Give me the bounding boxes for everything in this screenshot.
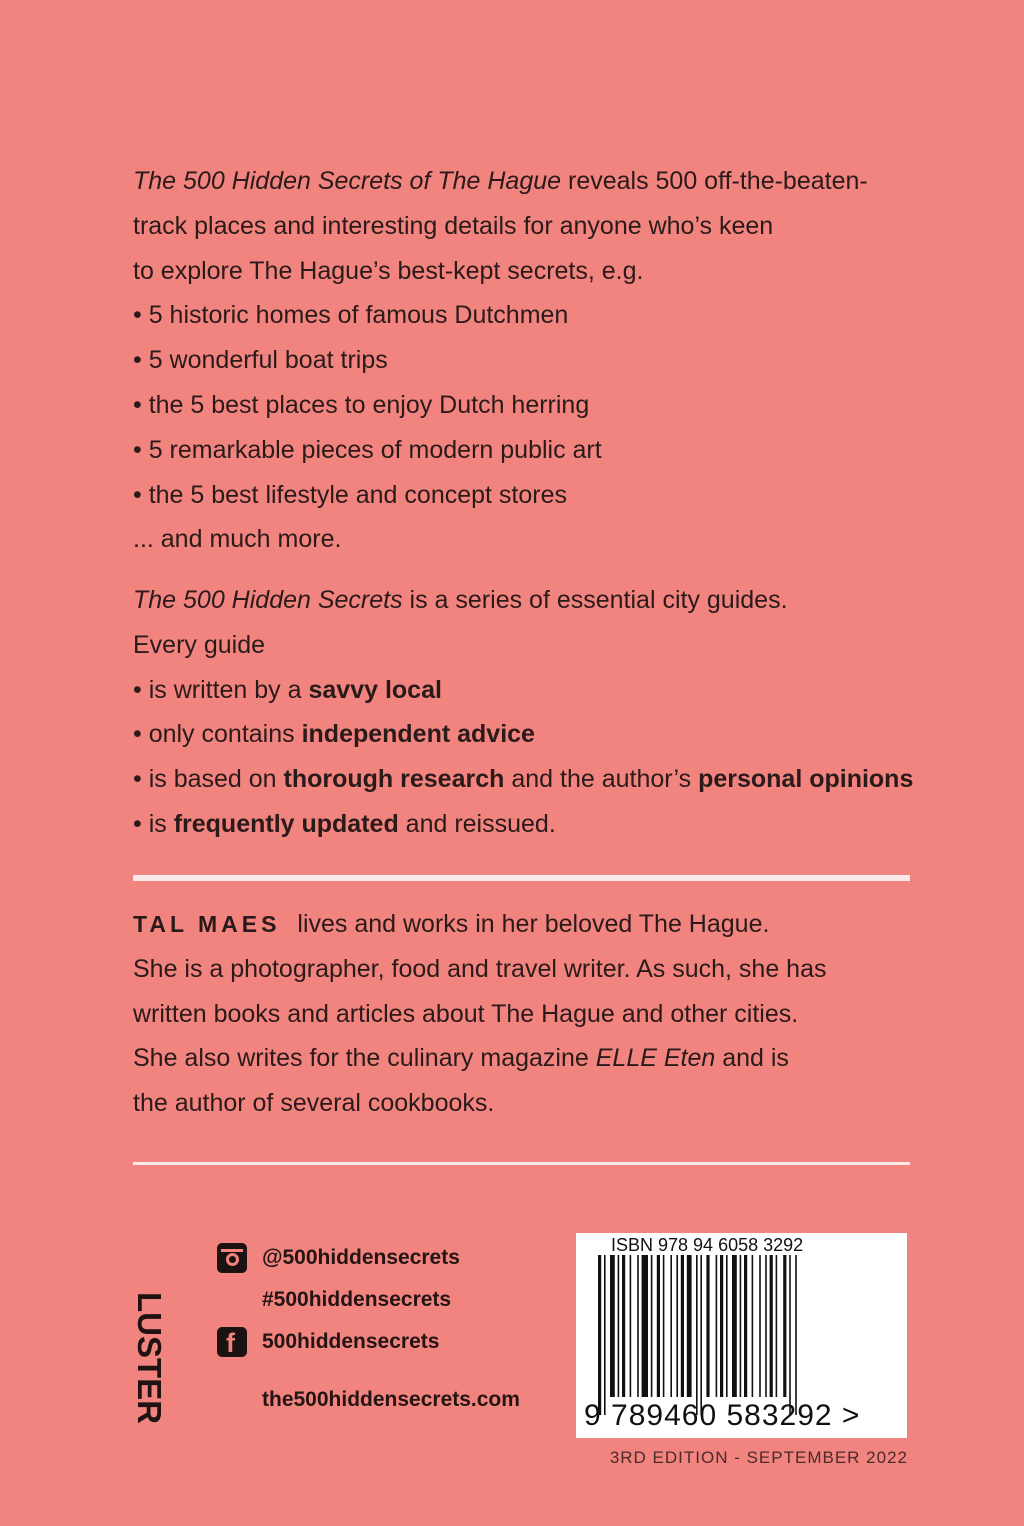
barcode-bar (783, 1255, 786, 1397)
divider-thick (133, 875, 910, 881)
author-line (133, 999, 798, 1029)
author-line (133, 909, 769, 939)
series-line (133, 719, 535, 749)
intro-line (133, 345, 388, 375)
intro-line (133, 390, 589, 420)
text-segment: the author of several cookbooks. (133, 1089, 495, 1118)
barcode-bar (770, 1255, 773, 1397)
barcode-bar (642, 1255, 648, 1397)
facebook-icon: f (217, 1327, 247, 1357)
barcode-bar (726, 1255, 728, 1397)
barcode-bar (687, 1255, 692, 1397)
text-segment: • 5 wonderful boat trips (133, 346, 388, 375)
hashtag: #500hiddensecrets (262, 1288, 452, 1311)
barcode-bar (752, 1255, 754, 1397)
barcode-bar (744, 1255, 747, 1397)
text-segment: personal opinions (698, 765, 914, 794)
isbn-text: ISBN 978 94 6058 3292 (611, 1235, 804, 1255)
text-segment: written books and articles about The Hague and other cities. (133, 999, 799, 1028)
instagram-icon (217, 1243, 247, 1273)
barcode-bar (604, 1255, 606, 1415)
text-segment: track places and interesting details for anyone who’s keen (133, 211, 774, 240)
intro-line (133, 480, 567, 510)
barcode-bar (720, 1255, 723, 1397)
text-segment: and the author’s (504, 765, 699, 794)
barcode-bar (622, 1255, 625, 1397)
series-line (133, 675, 442, 705)
series-line (133, 764, 913, 794)
barcode-bar (700, 1255, 702, 1415)
text-segment: The 500 Hidden Secrets (133, 586, 403, 614)
barcode-bar (759, 1255, 761, 1397)
text-segment: and is (715, 1044, 789, 1073)
barcode-bars (594, 1255, 884, 1415)
intro-line (133, 166, 868, 196)
barcode-bar (637, 1255, 639, 1397)
text-segment: thorough research (283, 765, 505, 794)
edition-text: 3RD EDITION - SEPTEMBER 2022 (609, 1448, 908, 1467)
intro-line (133, 524, 341, 554)
intro-line (133, 211, 773, 241)
barcode-bar (598, 1255, 601, 1415)
text-segment: Every guide (133, 630, 266, 659)
publisher-logo: LUSTER (131, 1292, 168, 1424)
text-segment: lives and works in her beloved The Hague. (290, 910, 770, 938)
text-segment: • the 5 best lifestyle and concept stores (133, 480, 567, 509)
barcode-number: 9 789460 583292 > (584, 1399, 861, 1432)
text-segment: • is written by a (133, 675, 309, 704)
barcode-bar (776, 1255, 778, 1397)
text-segment: savvy local (308, 675, 442, 704)
text-segment: reveals 500 off-the-beaten- (561, 167, 868, 195)
instagram-handle[interactable]: @500hiddensecrets (262, 1246, 460, 1269)
barcode-bar (740, 1255, 742, 1397)
text-segment: frequently updated (173, 810, 399, 838)
series-line (133, 809, 556, 839)
text-segment: • 5 remarkable pieces of modern public art (133, 435, 602, 464)
text-segment: independent advice (301, 720, 535, 749)
series-line (133, 585, 788, 615)
text-segment: • is (133, 810, 174, 838)
barcode-bar (630, 1255, 632, 1397)
intro-line (133, 300, 568, 330)
barcode-bar (789, 1255, 791, 1415)
barcode-bar (765, 1255, 767, 1397)
barcode (576, 1233, 907, 1438)
author-line (133, 954, 826, 984)
barcode-bar (618, 1255, 620, 1397)
barcode-bar (651, 1255, 653, 1397)
barcode-bar (696, 1255, 698, 1415)
barcode-bar (795, 1255, 797, 1415)
barcode-bar (663, 1255, 665, 1397)
barcode-bar (657, 1255, 660, 1397)
text-segment: • is based on (133, 765, 284, 794)
author-line (133, 1043, 789, 1073)
website-link[interactable]: the500hiddensecrets.com (262, 1388, 520, 1411)
intro-line (133, 435, 602, 465)
barcode-bar (676, 1255, 678, 1397)
intro-line (133, 256, 643, 286)
text-segment: and reissued. (398, 810, 556, 838)
text-segment: She is a photographer, food and travel writer. As such, she has (133, 954, 827, 983)
text-segment: ELLE Eten (595, 1044, 716, 1073)
text-segment: The 500 Hidden Secrets of The Hague (133, 167, 562, 195)
text-segment: • only contains (133, 720, 302, 749)
text-segment: to explore The Hague’s best-kept secrets, e.g. (133, 256, 644, 285)
barcode-bar (732, 1255, 737, 1397)
text-segment: • the 5 best places to enjoy Dutch herring (133, 391, 590, 419)
barcode-bar (716, 1255, 718, 1397)
text-segment: • 5 historic homes of famous Dutchmen (133, 301, 569, 330)
barcode-bar (681, 1255, 684, 1397)
barcode-bar (706, 1255, 709, 1397)
author-line (133, 1088, 494, 1118)
facebook-handle[interactable]: 500hiddensecrets (262, 1330, 440, 1353)
text-segment: TAL MAES (133, 911, 281, 937)
barcode-bar (610, 1255, 615, 1397)
text-segment: ... and much more. (133, 525, 342, 554)
text-segment: She also writes for the culinary magazine (133, 1044, 596, 1073)
barcode-bar (670, 1255, 672, 1397)
text-segment: is a series of essential city guides. (402, 586, 788, 614)
divider-thin (133, 1162, 910, 1165)
series-line (133, 630, 265, 660)
